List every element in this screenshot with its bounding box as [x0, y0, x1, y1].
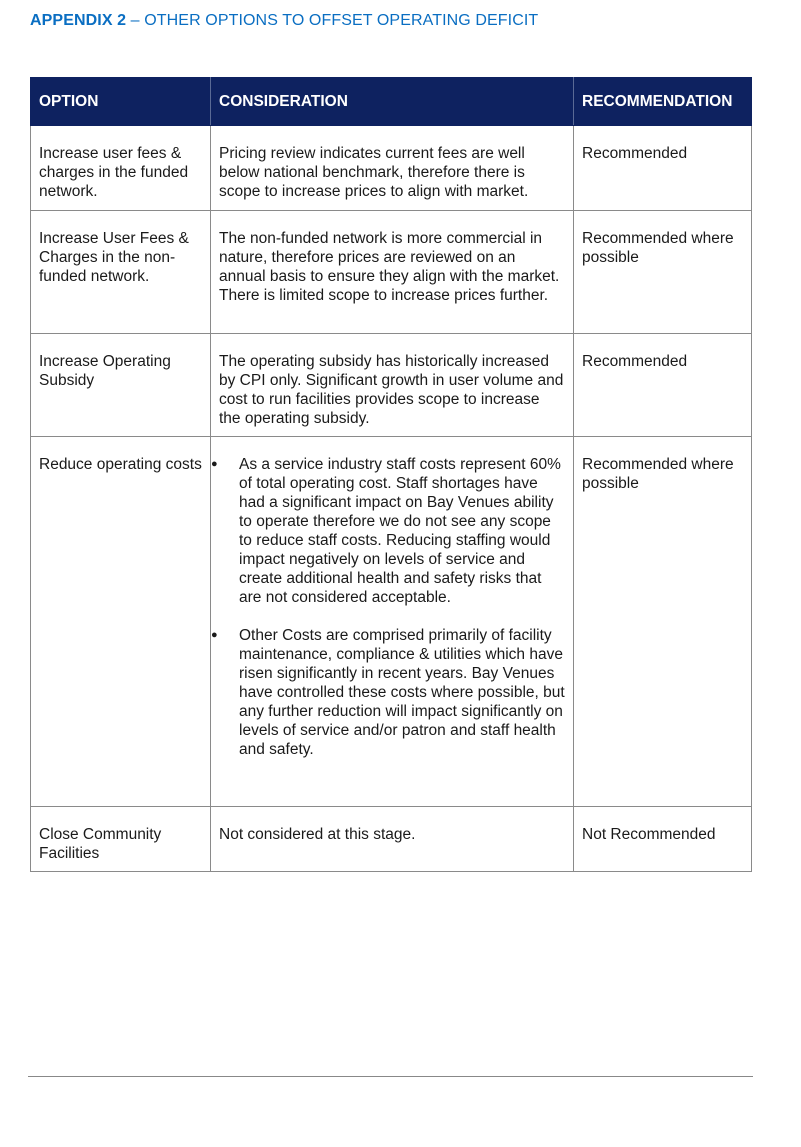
table-header-row: [31, 78, 752, 126]
consideration-cell: Not considered at this stage.: [211, 807, 574, 872]
consideration-bullet-list: [211, 455, 565, 759]
bullet-dot-icon: ●: [211, 629, 218, 641]
footer-divider: [28, 1076, 753, 1077]
recommendation-cell: Recommended where possible: [574, 437, 752, 807]
table-row: [31, 334, 752, 437]
recommendation-cell: Recommended: [574, 126, 752, 211]
appendix-label: APPENDIX 2: [30, 12, 127, 29]
bullet-item: [211, 455, 565, 607]
option-cell: Reduce operating costs: [31, 437, 211, 807]
table-row: [31, 437, 752, 807]
recommendation-cell: Not Recommended: [574, 807, 752, 872]
consideration-cell: The operating subsidy has historically increased by CPI only. Significant growth in user volume and cost to run facilities provides scope to increase the operating subsidy.: [211, 334, 574, 437]
recommendation-cell: Recommended where possible: [574, 211, 752, 334]
consideration-cell: The non-funded network is more commercial in nature, therefore prices are reviewed on an annual basis to ensure they align with the market. There is limited scope to increase prices further.: [211, 211, 574, 334]
table-row: [31, 807, 752, 872]
option-cell: Increase User Fees & Charges in the non-funded network.: [31, 211, 211, 334]
bullet-item: [211, 626, 565, 759]
options-table: [30, 77, 752, 872]
appendix-heading: [30, 12, 538, 30]
consideration-cell: [211, 437, 574, 807]
recommendation-cell: Recommended: [574, 334, 752, 437]
table-row: [31, 126, 752, 211]
consideration-cell: Pricing review indicates current fees are well below national benchmark, therefore there is scope to increase prices to align with market.: [211, 126, 574, 211]
option-cell: Increase Operating Subsidy: [31, 334, 211, 437]
table-row: [31, 211, 752, 334]
appendix-title: – OTHER OPTIONS TO OFFSET OPERATING DEFICIT: [126, 12, 539, 29]
bullet-dot-icon: ●: [211, 458, 218, 470]
header-option: OPTION: [31, 78, 211, 126]
bullet-text: As a service industry staff costs represent 60% of total operating cost. Staff shortages have had a significant impact on Bay Venues ability to operate therefore we do not see any scope to reduce staff costs. Reducing staffing would impact negatively on levels of service and create additional health and safety risks that are not considered acceptable.: [239, 456, 561, 606]
option-cell: Increase user fees & charges in the funded network.: [31, 126, 211, 211]
header-recommendation: RECOMMENDATION: [574, 78, 752, 126]
header-consideration: CONSIDERATION: [211, 78, 574, 126]
bullet-text: Other Costs are comprised primarily of facility maintenance, compliance & utilities which have risen significantly in recent years. Bay Venues have controlled these costs where possible, but any further reduction will impact significantly on levels of service and/or patron and staff health and safety.: [239, 627, 565, 758]
option-cell: Close Community Facilities: [31, 807, 211, 872]
